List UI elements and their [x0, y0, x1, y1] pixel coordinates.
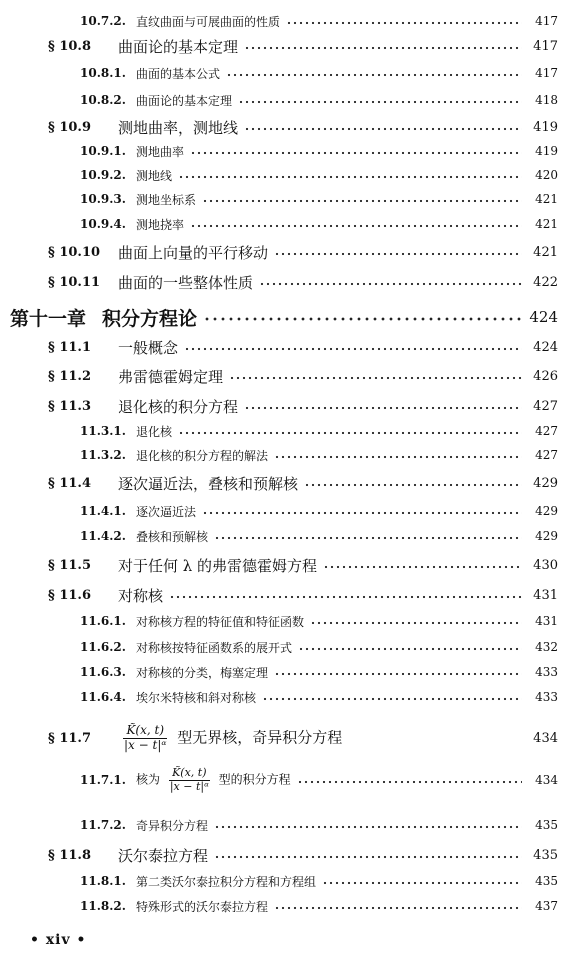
- toc-title: 对称核: [118, 586, 164, 605]
- toc-page: 435: [535, 874, 558, 888]
- toc-number: § 10.9: [48, 119, 91, 135]
- toc-number: 11.6.3.: [80, 665, 126, 679]
- kernel-fraction: [167, 767, 212, 793]
- toc-page: 422: [533, 274, 558, 290]
- toc-number: § 11.6: [48, 587, 91, 603]
- toc-title: 一般概念: [118, 338, 179, 357]
- toc-page: 429: [533, 475, 558, 491]
- toc-number: 10.9.3.: [80, 192, 126, 206]
- toc-number: 10.8.1.: [80, 66, 126, 80]
- toc-entry: [0, 894, 576, 918]
- toc-entry: [0, 843, 576, 867]
- toc-number: 10.7.2.: [80, 14, 126, 28]
- leader-dots: [244, 40, 522, 56]
- leader-dots: [310, 615, 522, 631]
- toc-number: 11.4.1.: [80, 504, 126, 518]
- toc-page: 417: [535, 14, 558, 28]
- toc-page: 419: [535, 144, 558, 158]
- toc-page: 427: [535, 424, 558, 438]
- toc-entry: [0, 758, 576, 802]
- chapter-title: 积分方程论: [102, 307, 198, 330]
- leader-dots: [184, 341, 522, 357]
- leader-dots: [214, 530, 522, 546]
- toc-number: 11.4.2.: [80, 529, 126, 543]
- title-prefix: 核为: [136, 772, 161, 787]
- toc-title: 对称核方程的特征值和特征函数: [136, 614, 305, 629]
- toc-entry: [0, 524, 576, 548]
- toc-title: 埃尔米特核和斜对称核: [136, 690, 257, 705]
- toc-title: 直纹曲面与可展曲面的性质: [136, 14, 281, 29]
- toc-number: 11.7.1.: [80, 773, 126, 787]
- toc-title: 逐次逼近法: [136, 504, 197, 519]
- toc-entry: [0, 499, 576, 523]
- leader-dots: [214, 819, 522, 835]
- toc-title: 叠核和预解核: [136, 529, 209, 544]
- toc-entry: [0, 139, 576, 163]
- leader-dots: [322, 875, 522, 891]
- chapter-number: 第十一章: [10, 307, 87, 330]
- toc-page: 434: [533, 730, 558, 746]
- toc-page: 427: [533, 398, 558, 414]
- toc-title: 沃尔泰拉方程: [118, 846, 209, 865]
- leader-dots: [178, 425, 522, 441]
- toc-page: 418: [535, 93, 558, 107]
- toc-title: 奇异积分方程: [136, 818, 209, 833]
- toc-page: 419: [533, 119, 558, 135]
- leader-dots: [202, 505, 522, 521]
- toc-entry: [0, 187, 576, 211]
- leader-dots: [202, 193, 522, 209]
- toc-title: 逐次逼近法，叠核和预解核: [118, 474, 299, 493]
- toc-entry: [0, 163, 576, 187]
- leader-dots: [259, 276, 522, 292]
- toc-number: 10.8.2.: [80, 93, 126, 107]
- toc-entry: [0, 553, 576, 577]
- toc-entry: [0, 34, 576, 58]
- toc-title: 退化核的积分方程: [118, 397, 239, 416]
- toc-page: 434: [535, 773, 558, 787]
- toc-entry: [0, 660, 576, 684]
- toc-number: 11.7.2.: [80, 818, 126, 832]
- toc-number: § 11.2: [48, 368, 91, 384]
- toc-title: 特殊形式的沃尔泰拉方程: [136, 899, 269, 914]
- toc-title: 曲面上向量的平行移动: [118, 243, 269, 262]
- toc-number: § 11.1: [48, 339, 91, 355]
- toc-page: 421: [535, 217, 558, 231]
- toc-entry: [0, 685, 576, 709]
- toc-title: 对称核的分类，梅塞定理: [136, 665, 269, 680]
- toc-title: 第二类沃尔泰拉积分方程和方程组: [136, 874, 317, 889]
- toc-number: 10.9.4.: [80, 217, 126, 231]
- toc-title: 曲面的基本公式: [136, 66, 221, 81]
- toc-entry: [0, 813, 576, 837]
- toc-number: 11.3.1.: [80, 424, 126, 438]
- toc-entry: [0, 88, 576, 112]
- title-suffix: 型的积分方程: [218, 772, 291, 787]
- leader-dots: [297, 774, 522, 790]
- toc-page: 426: [533, 368, 558, 384]
- leader-dots: [238, 94, 522, 110]
- leader-dots: [178, 169, 522, 185]
- fraction-numerator: K̃(x, t): [123, 724, 167, 739]
- toc-entry: [0, 471, 576, 495]
- toc-number: § 11.5: [48, 557, 91, 573]
- toc-page: 417: [535, 66, 558, 80]
- toc-page: 430: [533, 557, 558, 573]
- leader-dots: [229, 370, 522, 386]
- toc-entry: [0, 716, 576, 760]
- toc-page: 421: [535, 192, 558, 206]
- toc-entry: [0, 583, 576, 607]
- toc-number: 11.6.4.: [80, 690, 126, 704]
- toc-title: 测地挠率: [136, 217, 185, 232]
- leader-dots: [286, 15, 522, 31]
- fraction-denominator: |x − t|ᵅ: [169, 779, 209, 793]
- toc-entry: [0, 115, 576, 139]
- toc-entry: [0, 364, 576, 388]
- toc-entry: [0, 443, 576, 467]
- toc-title: 弗雷德霍姆定理: [118, 367, 224, 386]
- leader-dots: [262, 691, 522, 707]
- toc-number: 11.6.1.: [80, 614, 126, 628]
- toc-page: 427: [535, 448, 558, 462]
- leader-dots: [226, 67, 522, 83]
- page-number-footer: • xiv •: [30, 932, 87, 948]
- leader-dots: [274, 449, 522, 465]
- toc-page: 435: [535, 818, 558, 832]
- toc-entry: [0, 394, 576, 418]
- toc-title: 曲面论的基本定理: [118, 37, 239, 56]
- leader-dots: [274, 246, 522, 262]
- leader-dots: [190, 218, 522, 234]
- toc-entry: [0, 240, 576, 264]
- toc-page: 421: [533, 244, 558, 260]
- toc-page: 431: [533, 587, 558, 603]
- toc-number: 10.9.1.: [80, 144, 126, 158]
- leader-dots: [244, 121, 522, 137]
- toc-title: 曲面论的基本定理: [136, 93, 233, 108]
- toc-number: § 11.3: [48, 398, 91, 414]
- toc-page: 424: [533, 339, 558, 355]
- leader-dots: [274, 666, 522, 682]
- leader-dots: [214, 849, 522, 865]
- toc-number: § 10.8: [48, 38, 91, 54]
- toc-title: 退化核: [136, 424, 173, 439]
- toc-title: 对于任何 λ 的弗雷德霍姆方程: [118, 556, 318, 575]
- leader-dots: [323, 559, 522, 575]
- toc-entry: [0, 61, 576, 85]
- toc-title: 测地线: [136, 168, 173, 183]
- leader-dots: [244, 400, 522, 416]
- toc-title: 曲面的一些整体性质: [118, 273, 254, 292]
- toc-number: § 11.7: [48, 730, 91, 746]
- toc-number: 11.8.1.: [80, 874, 126, 888]
- toc-page: 420: [535, 168, 558, 182]
- toc-number: § 11.8: [48, 847, 91, 863]
- toc-page: 429: [535, 504, 558, 518]
- toc-title: 测地曲率，测地线: [118, 118, 239, 137]
- toc-number: 11.6.2.: [80, 640, 126, 654]
- leader-dots: [274, 900, 522, 916]
- toc-page: 433: [535, 665, 558, 679]
- toc-page: 437: [535, 899, 558, 913]
- toc-number: 11.3.2.: [80, 448, 126, 462]
- toc-page: 432: [535, 640, 558, 654]
- toc-entry: [0, 635, 576, 659]
- leader-dots: [190, 145, 522, 161]
- toc-number: 11.8.2.: [80, 899, 126, 913]
- toc-page: 424: [529, 308, 558, 326]
- toc-page: 431: [535, 614, 558, 628]
- toc-entry: [0, 9, 576, 33]
- toc-title: [136, 767, 291, 793]
- chapter-entry: [0, 303, 576, 331]
- toc-page: 435: [533, 847, 558, 863]
- toc-title: 对称核按特征函数系的展开式: [136, 640, 293, 655]
- toc-title: 测地曲率: [136, 144, 185, 159]
- toc-title: [118, 724, 342, 753]
- toc-entry: [0, 419, 576, 443]
- toc-number: § 10.10: [48, 244, 101, 260]
- toc-page: 417: [533, 38, 558, 54]
- toc-title: 测地坐标系: [136, 192, 197, 207]
- kernel-fraction: [121, 724, 169, 753]
- toc-entry: [0, 270, 576, 294]
- toc-page: 429: [535, 529, 558, 543]
- title-suffix: 型无界核，奇异积分方程: [177, 728, 343, 746]
- toc-number: § 10.11: [48, 274, 101, 290]
- toc-number: § 11.4: [48, 475, 91, 491]
- toc-entry: [0, 869, 576, 893]
- toc-number: 10.9.2.: [80, 168, 126, 182]
- toc-page: 433: [535, 690, 558, 704]
- toc-title: 退化核的积分方程的解法: [136, 448, 269, 463]
- toc-entry: [0, 335, 576, 359]
- toc-entry: [0, 212, 576, 236]
- leader-dots: [169, 589, 522, 605]
- fraction-denominator: |x − t|ᵅ: [124, 737, 167, 752]
- toc-entry: [0, 609, 576, 633]
- fraction-numerator: K̃(x, t): [169, 767, 209, 781]
- leader-dots: [298, 641, 522, 657]
- leader-dots: [304, 477, 522, 493]
- leader-dots: [203, 311, 522, 327]
